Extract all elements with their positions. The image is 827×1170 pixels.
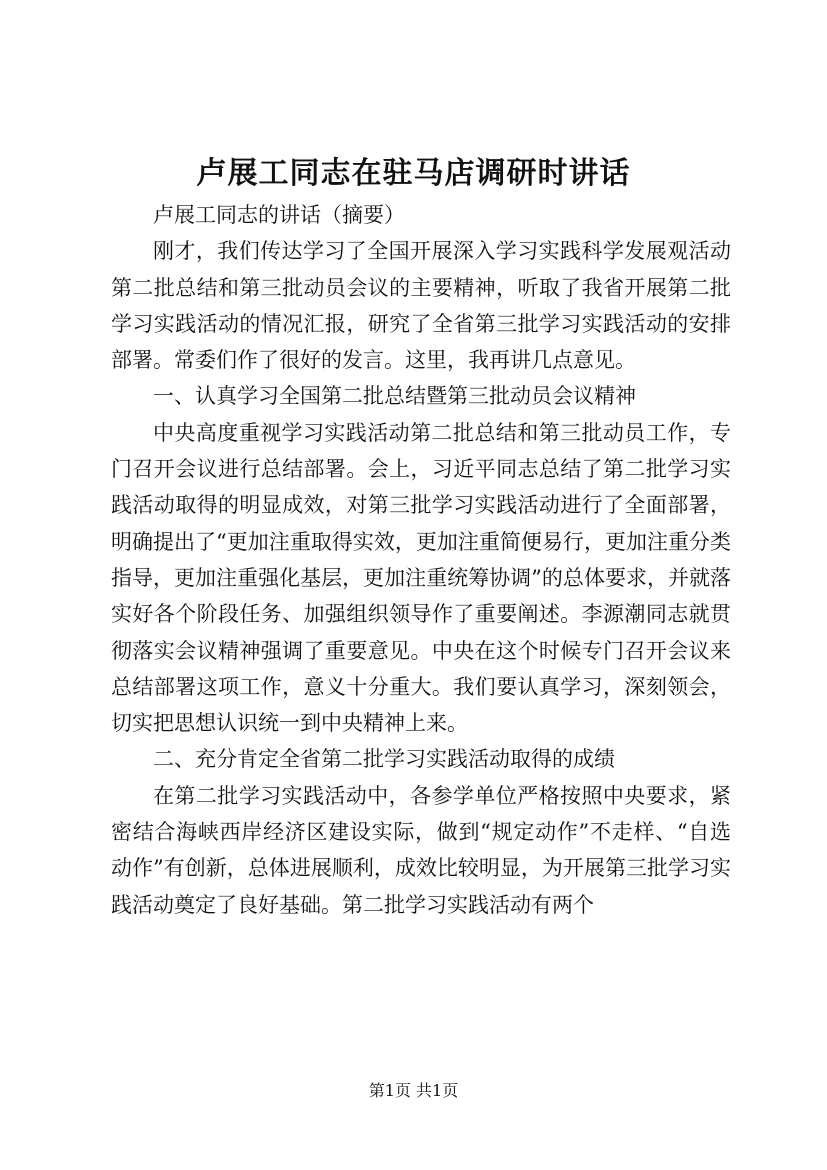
paragraph: 刚才，我们传达学习了全国开展深入学习实践科学发展观活动第二批总结和第三批动员会议的主要精神，听取了我省开展第二批学习实践活动的情况汇报，研究了全省第三批学习实践活动的安排部署。常委们作了很好的发言。这里，我再讲几点意见。 xyxy=(111,239,731,373)
paragraph: 在第二批学习实践活动中，各参学单位严格按照中央要求，紧密结合海峡西岸经济区建设实际，做到“规定动作”不走样、“自选动作”有创新，总体进展顺利，成效比较明显，为开展第三批学习实践活动奠定了良好基础。第二批学习实践活动有两个 xyxy=(111,783,731,917)
document-body xyxy=(111,197,731,923)
section-heading: 一、认真学习全国第二批总结暨第三批动员会议精神 xyxy=(153,384,636,409)
paragraph-subtitle: 卢展工同志的讲话（摘要） xyxy=(153,203,405,227)
section-heading: 二、充分肯定全省第二批学习实践活动取得的成绩 xyxy=(153,747,615,772)
paragraph: 中央高度重视学习实践活动第二批总结和第三批动员工作，专门召开会议进行总结部署。会上，习近平同志总结了第二批学习实践活动取得的明显成效，对第三批学习实践活动进行了全面部署，明确提出了“更加注重取得实效，更加注重简便易行，更加注重分类指导，更加注重强化基层，更加注重统筹协调”的总体要求，并就落实好各个阶段任务、加强组织领导作了重要阐述。李源潮同志就贯彻落实会议精神强调了重要意见。中央在这个时候专门召开会议来总结部署这项工作，意义十分重大。我们要认真学习，深刻领会，切实把思想认识统一到中央精神上来。 xyxy=(111,420,731,736)
page-number-footer: 第1页 共1页 xyxy=(368,1081,459,1100)
document-title: 卢展工同志在驻马店调研时讲话 xyxy=(196,156,631,191)
